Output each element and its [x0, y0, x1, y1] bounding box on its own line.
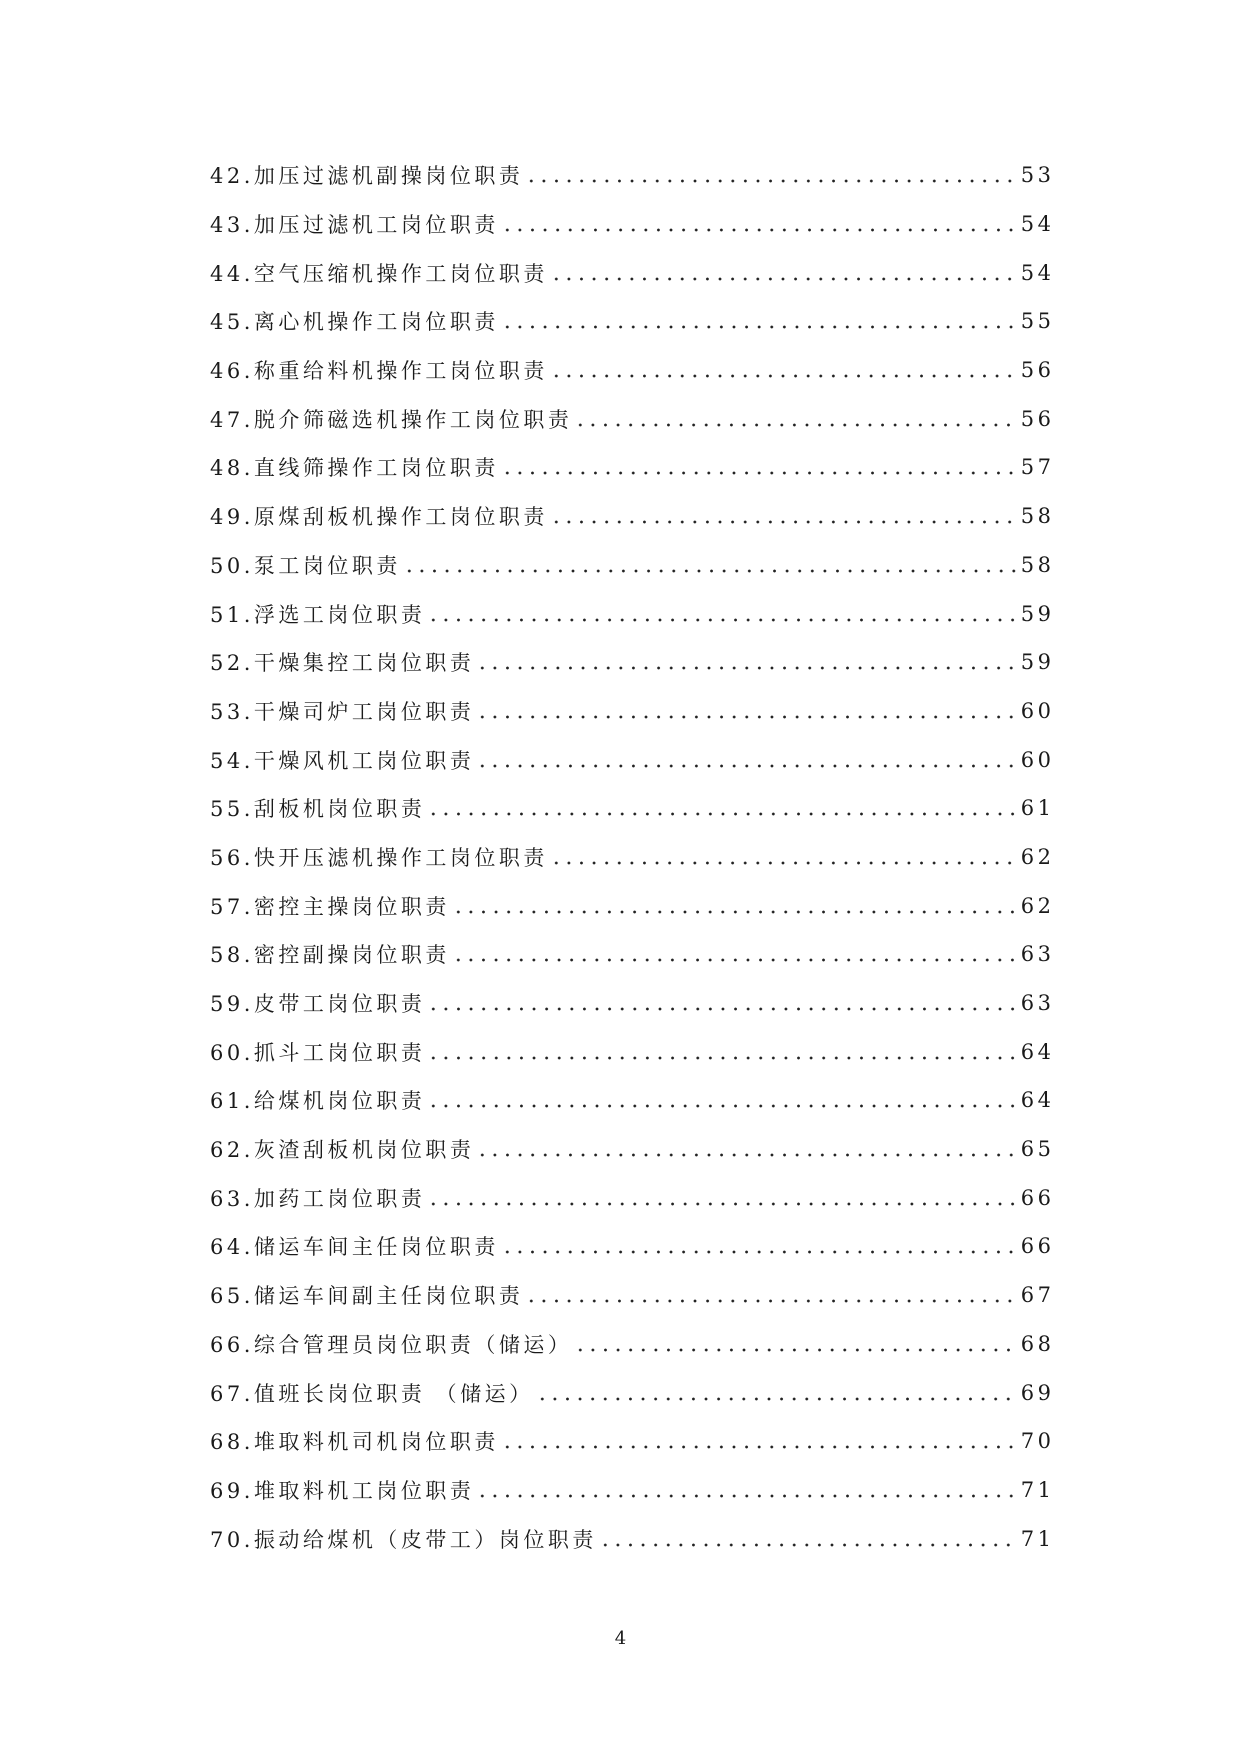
toc-entry-title: 60.抓斗工岗位职责: [210, 1040, 426, 1065]
dot-leader: [536, 1397, 1017, 1401]
toc-entry-title: 45.离心机操作工岗位职责: [210, 310, 499, 335]
toc-entry-page-number: 63: [1020, 942, 1055, 967]
dot-leader: [550, 520, 1017, 524]
toc-entry-page-number: 68: [1020, 1331, 1055, 1356]
toc-entry: [210, 735, 1055, 784]
dot-leader: [427, 812, 1016, 816]
dot-leader: [550, 374, 1017, 378]
toc-entry: [210, 492, 1055, 541]
dot-leader: [476, 764, 1016, 768]
toc-entry-page-number: 67: [1020, 1283, 1055, 1308]
toc-entry-page-number: 57: [1020, 455, 1055, 480]
toc-entry-page-number: 55: [1020, 309, 1055, 334]
toc-entry-page-number: 56: [1020, 358, 1055, 383]
toc-entry-page-number: 62: [1020, 844, 1055, 869]
toc-entry: [210, 248, 1055, 297]
toc-entry-title: 58.密控副操岗位职责: [210, 943, 450, 968]
toc-entry: [210, 297, 1055, 346]
toc-entry: [210, 1027, 1055, 1076]
dot-leader: [501, 1445, 1017, 1449]
dot-leader: [452, 958, 1017, 962]
dot-leader: [452, 910, 1017, 914]
dot-leader: [501, 1250, 1017, 1254]
toc-entry-page-number: 64: [1020, 1039, 1055, 1064]
dot-leader: [427, 1056, 1016, 1060]
toc-entry-title: 65.储运车间副主任岗位职责: [210, 1284, 524, 1309]
toc-entry: [210, 1173, 1055, 1222]
toc-entry-page-number: 71: [1020, 1477, 1055, 1502]
toc-entry-page-number: 66: [1020, 1234, 1055, 1259]
toc-entry-page-number: 70: [1020, 1429, 1055, 1454]
toc-entry-title: 61.给煤机岗位职责: [210, 1089, 426, 1114]
toc-entry: [210, 589, 1055, 638]
toc-entry-page-number: 58: [1020, 504, 1055, 529]
toc-entry-title: 47.脱介筛磁选机操作工岗位职责: [210, 407, 573, 432]
toc-entry-page-number: 69: [1020, 1380, 1055, 1405]
toc-entry-page-number: 56: [1020, 406, 1055, 431]
dot-leader: [427, 1202, 1016, 1206]
toc-entry-page-number: 66: [1020, 1185, 1055, 1210]
toc-entry: [210, 1368, 1055, 1417]
toc-entry: [210, 200, 1055, 249]
toc-entry: [210, 784, 1055, 833]
toc-entry: [210, 979, 1055, 1028]
dot-leader: [525, 179, 1016, 183]
toc-entry-title: 63.加药工岗位职责: [210, 1186, 426, 1211]
toc-entry-page-number: 65: [1020, 1137, 1055, 1162]
dot-leader: [427, 1104, 1016, 1108]
toc-entry-title: 62.灰渣刮板机岗位职责: [210, 1138, 475, 1163]
dot-leader: [525, 1299, 1016, 1303]
toc-entry-title: 54.干燥风机工岗位职责: [210, 748, 475, 773]
toc-entry: [210, 1514, 1055, 1563]
dot-leader: [501, 325, 1017, 329]
toc-entry-title: 46.称重给料机操作工岗位职责: [210, 359, 548, 384]
toc-entry: [210, 638, 1055, 687]
toc-entry: [210, 930, 1055, 979]
toc-entry-title: 50.泵工岗位职责: [210, 553, 401, 578]
toc-entry-page-number: 63: [1020, 991, 1055, 1016]
dot-leader: [501, 471, 1017, 475]
dot-leader: [476, 1494, 1016, 1498]
table-of-contents: [210, 151, 1055, 1563]
toc-entry-page-number: 71: [1020, 1526, 1055, 1551]
toc-entry-title: 57.密控主操岗位职责: [210, 894, 450, 919]
dot-leader: [403, 569, 1017, 573]
toc-entry-title: 51.浮选工岗位职责: [210, 602, 426, 627]
toc-entry-title: 53.干燥司炉工岗位职责: [210, 699, 475, 724]
toc-entry-page-number: 62: [1020, 893, 1055, 918]
toc-entry-title: 59.皮带工岗位职责: [210, 992, 426, 1017]
dot-leader: [501, 228, 1017, 232]
toc-entry-title: 68.堆取料机司机岗位职责: [210, 1430, 499, 1455]
dot-leader: [550, 861, 1017, 865]
toc-entry-title: 49.原煤刮板机操作工岗位职责: [210, 505, 548, 530]
dot-leader: [476, 715, 1016, 719]
toc-entry: [210, 346, 1055, 395]
toc-entry-page-number: 61: [1020, 796, 1055, 821]
toc-entry-page-number: 54: [1020, 260, 1055, 285]
toc-entry: [210, 1076, 1055, 1125]
toc-entry: [210, 1222, 1055, 1271]
toc-entry-page-number: 59: [1020, 601, 1055, 626]
toc-entry: [210, 687, 1055, 736]
toc-entry: [210, 394, 1055, 443]
toc-entry: [210, 151, 1055, 200]
toc-entry-page-number: 54: [1020, 212, 1055, 237]
toc-entry: [210, 1320, 1055, 1369]
dot-leader: [574, 1348, 1016, 1352]
page-number: 4: [614, 1628, 627, 1649]
toc-entry-title: 42.加压过滤机副操岗位职责: [210, 164, 524, 189]
toc-entry-title: 56.快开压滤机操作工岗位职责: [210, 845, 548, 870]
dot-leader: [476, 1153, 1016, 1157]
toc-entry: [210, 443, 1055, 492]
toc-entry-page-number: 64: [1020, 1088, 1055, 1113]
toc-entry: [210, 1417, 1055, 1466]
toc-entry: [210, 541, 1055, 590]
toc-entry-title: 66.综合管理员岗位职责（储运）: [210, 1332, 573, 1357]
toc-entry-title: 52.干燥集控工岗位职责: [210, 651, 475, 676]
toc-entry-page-number: 60: [1020, 747, 1055, 772]
toc-entry-title: 55.刮板机岗位职责: [210, 797, 426, 822]
toc-entry-title: 64.储运车间主任岗位职责: [210, 1235, 499, 1260]
dot-leader: [574, 423, 1016, 427]
dot-leader: [599, 1543, 1017, 1547]
toc-entry: [210, 1125, 1055, 1174]
toc-entry-page-number: 60: [1020, 698, 1055, 723]
toc-entry-title: 70.振动给煤机（皮带工）岗位职责: [210, 1527, 597, 1552]
toc-entry-title: 69.堆取料机工岗位职责: [210, 1478, 475, 1503]
toc-entry-title: 48.直线筛操作工岗位职责: [210, 456, 499, 481]
toc-entry-page-number: 53: [1020, 163, 1055, 188]
toc-entry-title: 43.加压过滤机工岗位职责: [210, 213, 499, 238]
toc-entry: [210, 1466, 1055, 1515]
toc-entry-title: 67.值班长岗位职责 （储运）: [210, 1381, 534, 1406]
dot-leader: [550, 277, 1017, 281]
toc-entry: [210, 833, 1055, 882]
dot-leader: [427, 1007, 1016, 1011]
toc-entry: [210, 881, 1055, 930]
dot-leader: [476, 666, 1016, 670]
toc-entry-page-number: 59: [1020, 650, 1055, 675]
toc-entry-title: 44.空气压缩机操作工岗位职责: [210, 261, 548, 286]
toc-entry-page-number: 58: [1020, 552, 1055, 577]
toc-entry: [210, 1271, 1055, 1320]
dot-leader: [427, 618, 1016, 622]
